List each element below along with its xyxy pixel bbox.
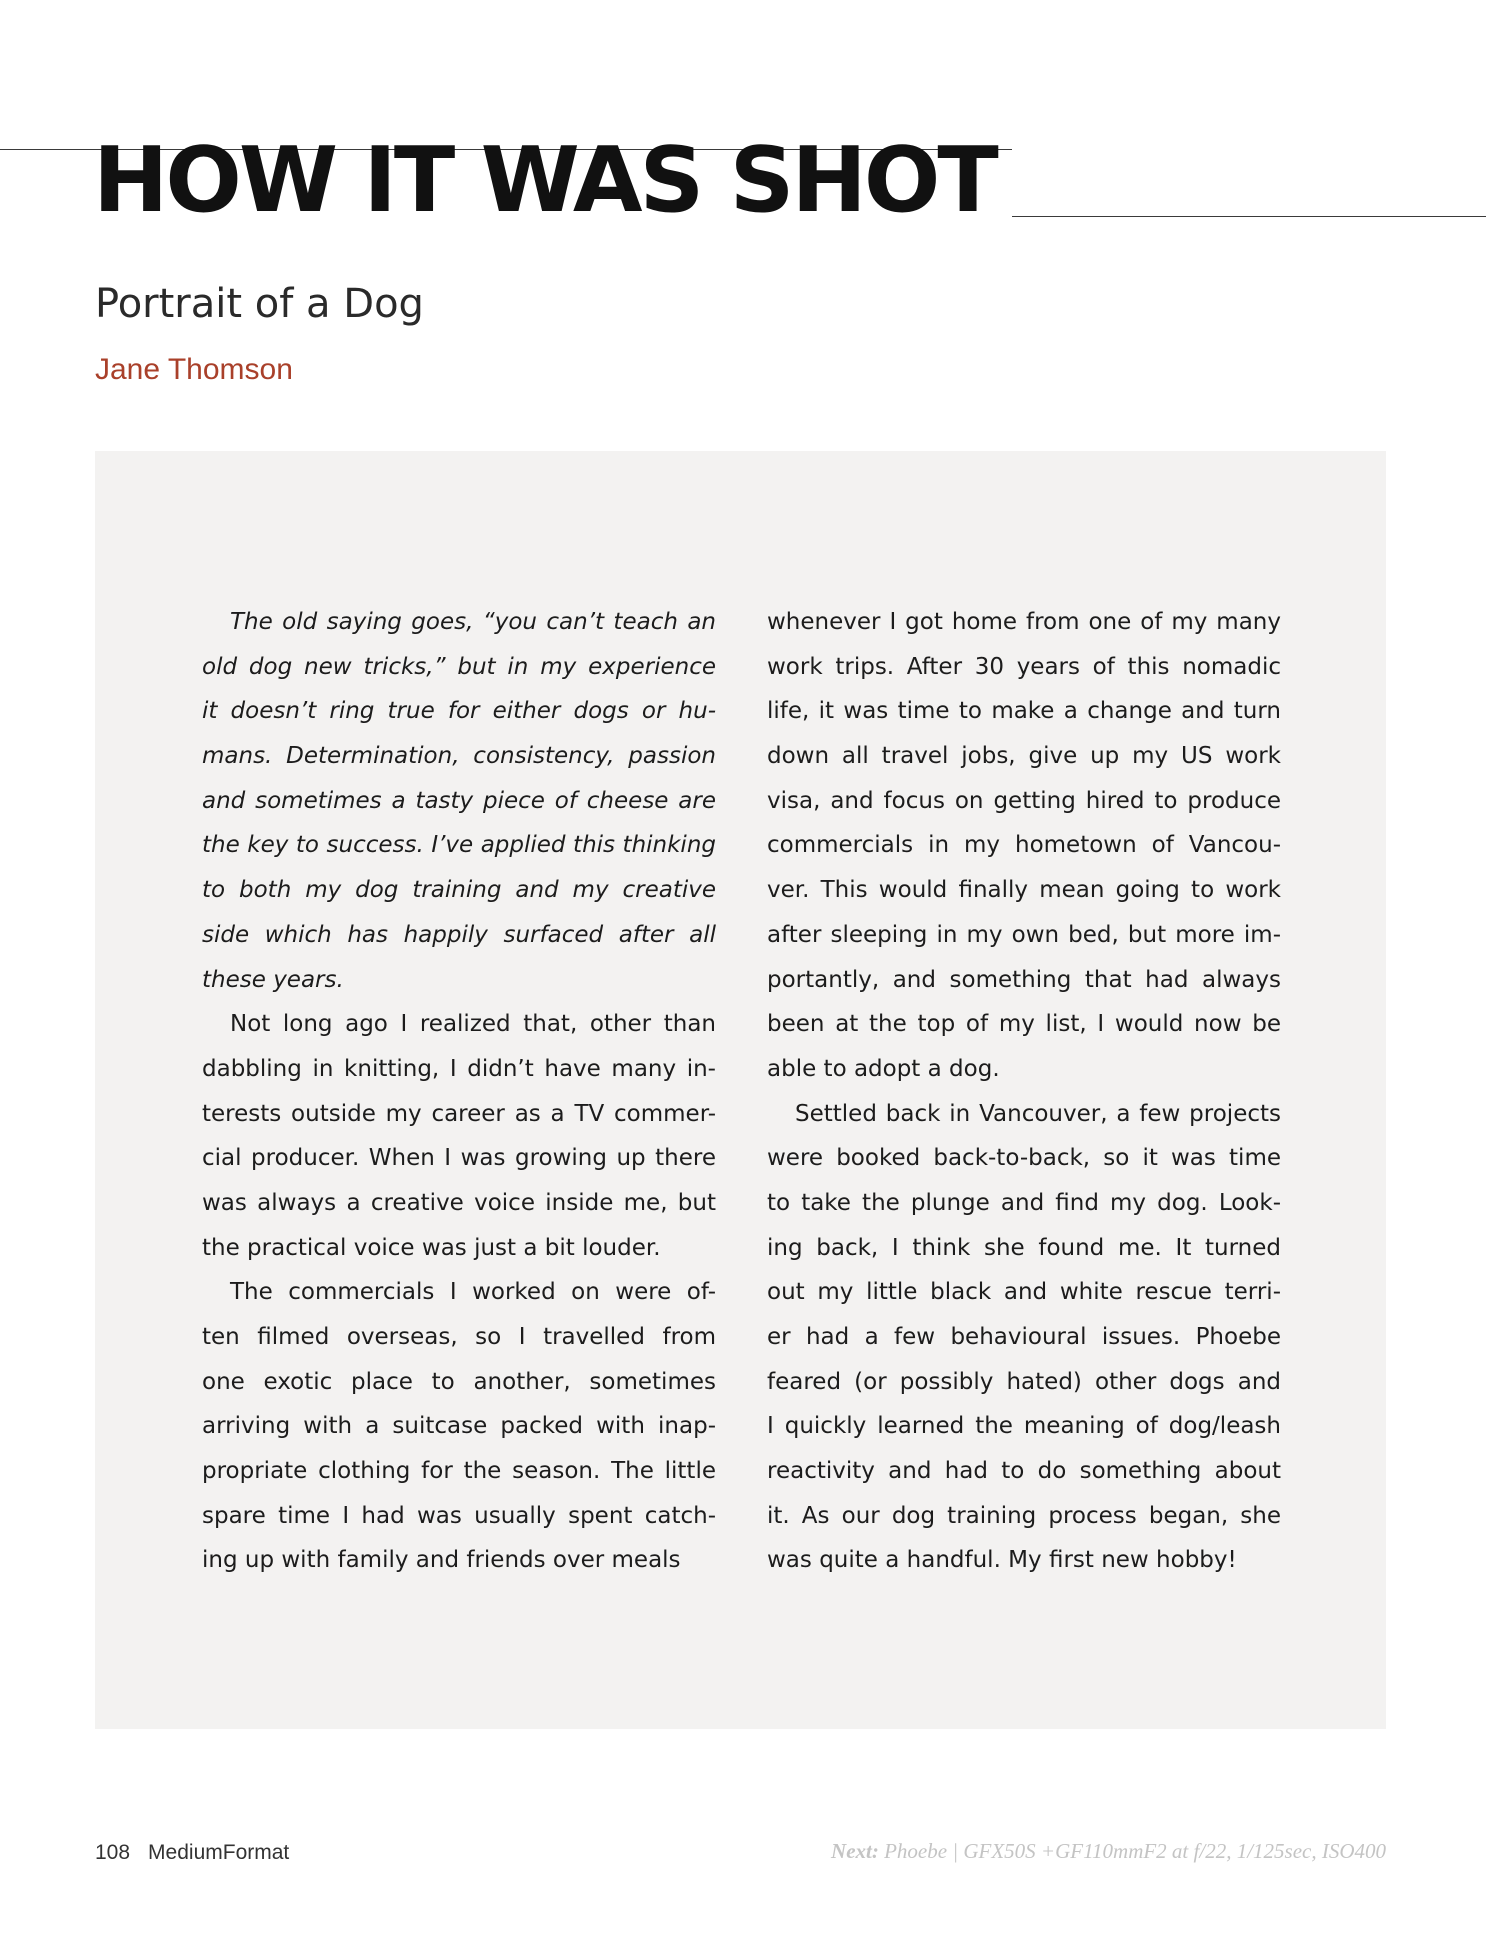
text-line: ver. This would finally mean going to work	[767, 877, 1281, 904]
section-title: HOW IT WAS SHOT	[93, 128, 996, 233]
text-line: these years.	[202, 966, 344, 993]
text-line: to take the plunge and find my dog. Look-	[767, 1189, 1281, 1216]
text-line: the key to success. I’ve applied this thinking	[202, 832, 716, 859]
text-line: ing back, I think she found me. It turned	[767, 1234, 1281, 1261]
text-line: dabbling in knitting, I didn’t have many in-	[202, 1055, 716, 1082]
text-line: ing up with family and friends over meals	[202, 1547, 681, 1574]
text-line: visa, and focus on getting hired to produce	[767, 787, 1281, 814]
next-caption	[831, 1836, 1386, 1866]
text-line: ten filmed overseas, so I travelled from	[202, 1324, 716, 1350]
text-line: arriving with a suitcase packed with inap-	[202, 1413, 716, 1440]
text-line: were booked back-to-back, so it was time	[767, 1145, 1281, 1172]
paragraph	[202, 1270, 716, 1583]
left-text-column	[202, 600, 716, 1583]
text-line: The old saying goes, “you can’t teach an	[230, 609, 716, 635]
text-line: out my little black and white rescue terri-	[767, 1279, 1281, 1306]
text-line: cial producer. When I was growing up there	[202, 1145, 716, 1172]
page-number: 108	[95, 1841, 131, 1864]
text-line: it. As our dog training process began, she	[767, 1502, 1281, 1529]
text-line: Settled back in Vancouver, a few projects	[795, 1100, 1281, 1127]
text-line: propriate clothing for the season. The little	[202, 1458, 716, 1485]
page-footer	[95, 1838, 289, 1868]
text-line: side which has happily surfaced after all	[202, 921, 716, 948]
text-line: one exotic place to another, sometimes	[202, 1368, 716, 1395]
text-line: was always a creative voice inside me, but	[202, 1189, 716, 1216]
text-line: er had a few behavioural issues. Phoebe	[767, 1324, 1281, 1350]
paragraph	[767, 1092, 1281, 1584]
text-line: after sleeping in my own bed, but more im-	[767, 921, 1281, 948]
text-line: Not long ago I realized that, other than	[230, 1011, 716, 1038]
text-line: work trips. After 30 years of this nomadic	[767, 653, 1281, 680]
publication-name: MediumFormat	[148, 1841, 290, 1864]
text-line: old dog new tricks,” but in my experience	[202, 653, 716, 680]
header-rule-right	[1012, 216, 1486, 217]
paragraph	[767, 600, 1281, 1092]
text-line: reactivity and had to do something about	[767, 1458, 1281, 1485]
article-title: Portrait of a Dog	[95, 281, 424, 327]
text-line: terests outside my career as a TV commer-	[202, 1100, 716, 1127]
text-line: I quickly learned the meaning of dog/leash	[767, 1413, 1281, 1440]
text-line: mans. Determination, consistency, passion	[202, 743, 716, 770]
text-line: to both my dog training and my creative	[202, 877, 716, 904]
text-line: whenever I got home from one of my many	[767, 609, 1281, 635]
next-caption-text: Phoebe | GFX50S +GF110mmF2 at f/22, 1/125sec, ISO400	[884, 1839, 1386, 1863]
text-line: able to adopt a dog.	[767, 1055, 1000, 1082]
text-line: was quite a handful. My first new hobby!	[767, 1547, 1237, 1574]
text-line: and sometimes a tasty piece of cheese are	[202, 787, 716, 814]
text-line: spare time I had was usually spent catch-	[202, 1502, 716, 1529]
text-line: portantly, and something that had always	[767, 966, 1281, 993]
next-label: Next:	[831, 1839, 879, 1863]
text-line: it doesn’t ring true for either dogs or hu-	[202, 698, 716, 725]
paragraph	[202, 1002, 716, 1270]
author-byline: Jane Thomson	[95, 353, 293, 386]
text-line: The commercials I worked on were of-	[230, 1279, 716, 1306]
text-line: down all travel jobs, give up my US work	[767, 743, 1281, 770]
text-line: feared (or possibly hated) other dogs and	[767, 1368, 1281, 1395]
text-line: commercials in my hometown of Vancou-	[767, 832, 1281, 859]
right-text-column	[767, 600, 1281, 1583]
text-line: been at the top of my list, I would now be	[767, 1011, 1281, 1038]
text-line: the practical voice was just a bit louder.	[202, 1234, 661, 1261]
text-line: life, it was time to make a change and turn	[767, 698, 1281, 725]
paragraph	[202, 600, 716, 1002]
